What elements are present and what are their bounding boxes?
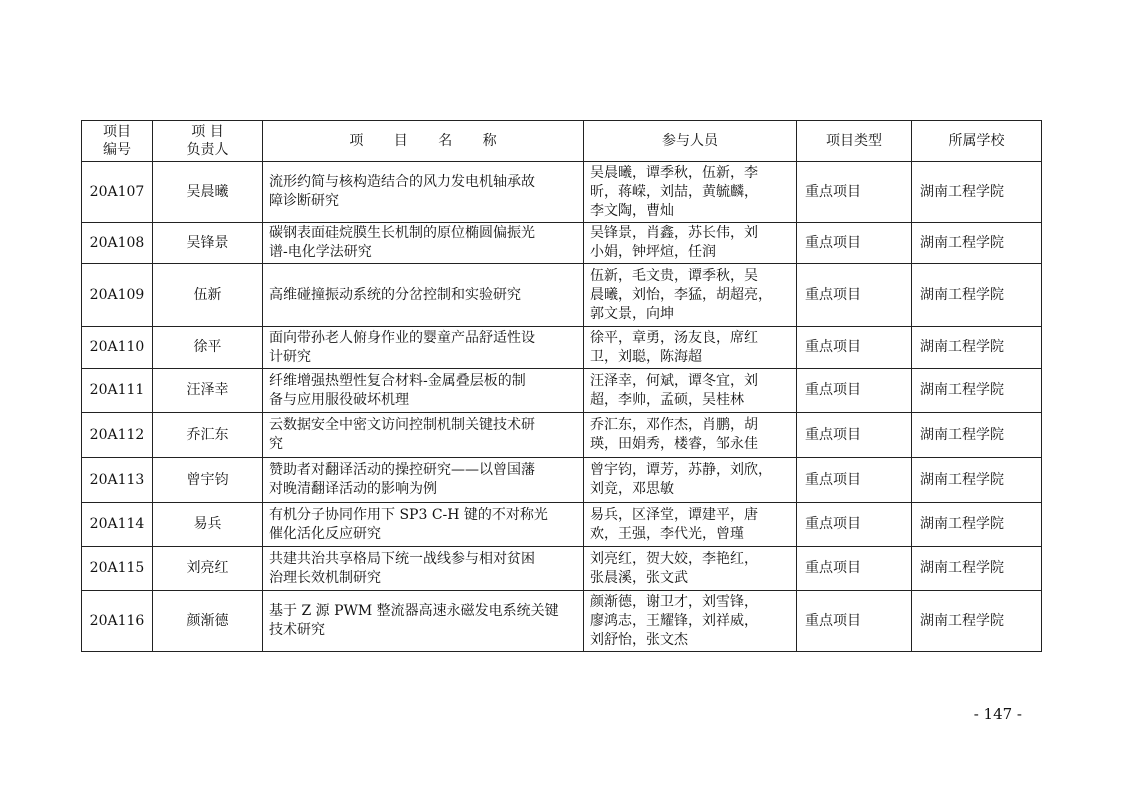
project-id-cell: 20A108	[82, 223, 153, 264]
project-name-cell	[263, 591, 584, 652]
project-members-cell-line: 小娟，钟坪煊，任润	[590, 244, 716, 260]
project-lead-cell: 曾宇钧	[153, 458, 263, 503]
project-id-cell: 20A109	[82, 264, 153, 327]
project-lead-cell: 刘亮红	[153, 547, 263, 591]
header-lead-line: 负责人	[186, 142, 229, 158]
project-lead-cell: 吴晨曦	[153, 162, 263, 223]
project-name-cell-line: 计研究	[269, 348, 311, 365]
project-name-cell	[263, 369, 584, 413]
project-name-cell-line: 对晚清翻译活动的影响为例	[269, 481, 437, 497]
project-members-cell-line: 刘竞，邓思敏	[590, 481, 674, 497]
project-members-cell-line: 曾宇钧，谭芳，苏静，刘欣，	[590, 462, 772, 478]
project-id-cell: 20A113	[82, 458, 153, 503]
table-body	[82, 162, 1042, 652]
header-members: 参与人员	[584, 121, 797, 162]
project-name-cell-line: 基于 Z 源 PWM 整流器高速永磁发电系统关键	[269, 603, 559, 619]
project-name-cell	[263, 162, 584, 223]
project-id-cell: 20A111	[82, 369, 153, 413]
project-school-cell: 湖南工程学院	[912, 327, 1042, 369]
table-row	[82, 162, 1042, 223]
table-row	[82, 413, 1042, 458]
project-name-cell	[263, 223, 584, 264]
project-members-cell-line: 廖鸿志，王耀锋，刘祥威，	[590, 612, 758, 629]
project-name-cell-line: 纤维增强热塑性复合材料-金属叠层板的制	[269, 372, 526, 389]
project-members-cell	[584, 327, 797, 369]
project-type-cell: 重点项目	[797, 503, 912, 547]
project-name-cell-line: 技术研究	[269, 622, 325, 638]
project-school-cell: 湖南工程学院	[912, 264, 1042, 327]
project-name-cell	[263, 547, 584, 591]
project-members-cell-line: 瑛，田娟秀，楼睿，邹永佳	[590, 436, 758, 452]
header-type: 项目类型	[797, 121, 912, 162]
project-table	[81, 120, 1042, 652]
project-members-cell-line: 超，李帅，孟硕，吴桂林	[590, 391, 744, 408]
project-members-cell-line: 昕，蒋嵘，刘喆，黄毓麟，	[590, 183, 758, 200]
project-members-cell	[584, 503, 797, 547]
project-members-cell-line: 易兵，区泽堂，谭建平，唐	[590, 506, 758, 523]
project-lead-cell: 颜渐德	[153, 591, 263, 652]
project-members-cell-line: 刘亮红，贺大姣，李艳红，	[590, 550, 758, 567]
project-members-cell-line: 晨曦，刘怡，李猛，胡超亮，	[590, 286, 772, 303]
project-type-cell: 重点项目	[797, 458, 912, 503]
project-name-cell-line: 共建共治共享格局下统一战线参与相对贫困	[269, 550, 535, 567]
project-name-cell-line: 有机分子协同作用下 SP3 C-H 键的不对称光	[269, 506, 548, 523]
project-name-cell-line: 赞助者对翻译活动的操控研究——以曾国藩	[269, 462, 535, 478]
table-row	[82, 264, 1042, 327]
project-type-cell: 重点项目	[797, 413, 912, 458]
project-members-cell-line: 汪泽幸，何斌，谭冬宜，刘	[590, 372, 758, 389]
project-id-cell: 20A116	[82, 591, 153, 652]
project-members-cell-line: 乔汇东，邓作杰，肖鹏，胡	[590, 417, 758, 433]
project-lead-cell: 易兵	[153, 503, 263, 547]
project-school-cell: 湖南工程学院	[912, 223, 1042, 264]
project-members-cell-line: 吴锋景，肖鑫，苏长伟，刘	[590, 225, 758, 241]
project-name-cell	[263, 327, 584, 369]
project-id-cell: 20A107	[82, 162, 153, 223]
header-id-line: 编号	[103, 142, 131, 158]
table-header-row	[82, 121, 1042, 162]
project-name-cell-line: 究	[269, 436, 283, 452]
project-lead-cell: 汪泽幸	[153, 369, 263, 413]
project-members-cell-line: 郭文景，向坤	[590, 305, 674, 322]
project-name-cell-line: 高维碰撞振动系统的分岔控制和实验研究	[269, 286, 521, 303]
table-row	[82, 503, 1042, 547]
project-members-cell-line: 徐平，章勇，汤友良，席红	[590, 329, 758, 346]
project-members-cell-line: 张晨溪，张文武	[590, 569, 688, 586]
project-members-cell	[584, 591, 797, 652]
project-members-cell	[584, 162, 797, 223]
project-school-cell: 湖南工程学院	[912, 591, 1042, 652]
project-name-cell-line: 面向带孙老人俯身作业的婴童产品舒适性设	[269, 329, 535, 346]
header-school: 所属学校	[912, 121, 1042, 162]
project-school-cell: 湖南工程学院	[912, 413, 1042, 458]
project-id-cell: 20A110	[82, 327, 153, 369]
project-members-cell-line: 颜渐德，谢卫才，刘雪锋，	[590, 593, 758, 610]
project-lead-cell: 乔汇东	[153, 413, 263, 458]
table-row	[82, 547, 1042, 591]
project-name-cell-line: 治理长效机制研究	[269, 569, 381, 586]
project-type-cell: 重点项目	[797, 264, 912, 327]
project-members-cell	[584, 458, 797, 503]
project-members-cell	[584, 369, 797, 413]
project-type-cell: 重点项目	[797, 223, 912, 264]
project-lead-cell: 伍新	[153, 264, 263, 327]
project-name-cell-line: 碳钢表面硅烷膜生长机制的原位椭圆偏振光	[269, 225, 535, 241]
project-type-cell: 重点项目	[797, 162, 912, 223]
project-members-cell	[584, 547, 797, 591]
project-type-cell: 重点项目	[797, 327, 912, 369]
project-members-cell	[584, 264, 797, 327]
project-name-cell-line: 备与应用服役破坏机理	[269, 391, 409, 408]
project-members-cell-line: 李文陶，曹灿	[590, 202, 674, 219]
table-row	[82, 327, 1042, 369]
project-members-cell-line: 卫，刘聪，陈海超	[590, 348, 702, 365]
header-lead-line: 项 目	[191, 124, 224, 140]
project-name-cell	[263, 458, 584, 503]
table-row	[82, 458, 1042, 503]
project-id-cell: 20A115	[82, 547, 153, 591]
project-name-cell	[263, 503, 584, 547]
table-row	[82, 591, 1042, 652]
project-lead-cell: 吴锋景	[153, 223, 263, 264]
project-type-cell: 重点项目	[797, 369, 912, 413]
project-name-cell-line: 谱-电化学法研究	[269, 244, 372, 260]
project-school-cell: 湖南工程学院	[912, 369, 1042, 413]
project-members-cell	[584, 223, 797, 264]
header-id-line: 项目	[103, 124, 131, 140]
project-id-cell: 20A114	[82, 503, 153, 547]
project-id-cell: 20A112	[82, 413, 153, 458]
project-name-cell-line: 流形约简与核构造结合的风力发电机轴承故	[269, 174, 535, 190]
project-lead-cell: 徐平	[153, 327, 263, 369]
project-name-cell	[263, 413, 584, 458]
header-lead	[153, 121, 263, 162]
project-name-cell-line: 障诊断研究	[269, 193, 339, 209]
header-name: 项 目 名 称	[263, 121, 584, 162]
table-row	[82, 369, 1042, 413]
project-members-cell-line: 欢，王强，李代光，曾瑾	[590, 525, 744, 542]
project-members-cell-line: 吴晨曦，谭季秋，伍新，李	[590, 164, 758, 181]
project-school-cell: 湖南工程学院	[912, 547, 1042, 591]
project-school-cell: 湖南工程学院	[912, 162, 1042, 223]
project-school-cell: 湖南工程学院	[912, 458, 1042, 503]
project-members-cell-line: 伍新，毛文贵，谭季秋，吴	[590, 267, 758, 284]
project-name-cell	[263, 264, 584, 327]
project-type-cell: 重点项目	[797, 547, 912, 591]
table-row	[82, 223, 1042, 264]
project-name-cell-line: 云数据安全中密文访问控制机制关键技术研	[269, 417, 535, 433]
project-members-cell-line: 刘舒怡，张文杰	[590, 631, 688, 648]
project-members-cell	[584, 413, 797, 458]
project-name-cell-line: 催化活化反应研究	[269, 525, 381, 542]
project-school-cell: 湖南工程学院	[912, 503, 1042, 547]
project-type-cell: 重点项目	[797, 591, 912, 652]
page-number: - 147 -	[973, 705, 1022, 723]
header-id	[82, 121, 153, 162]
